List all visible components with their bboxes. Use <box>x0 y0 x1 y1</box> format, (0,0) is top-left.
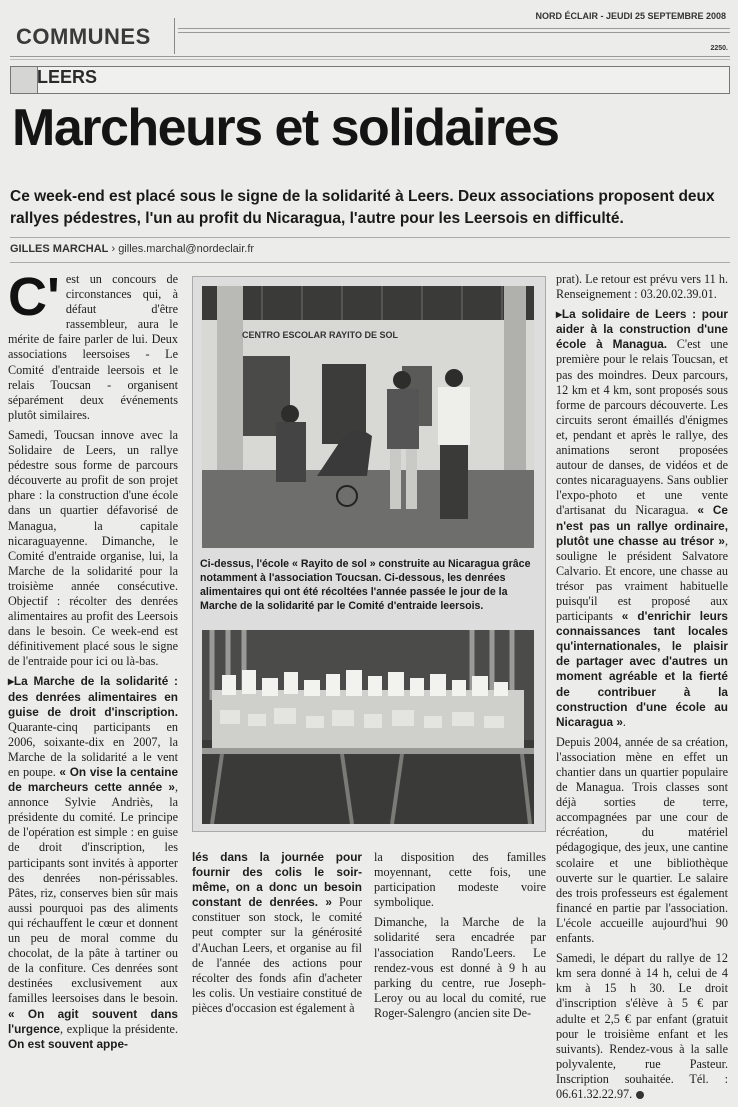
dateline: NORD ÉCLAIR - JEUDI 25 SEPTEMBRE 2008 <box>535 11 726 21</box>
subheading-marche <box>8 674 178 1051</box>
school-photo-image <box>202 286 534 548</box>
paragraph <box>192 850 362 1016</box>
paragraph: la disposition des familles moyennant, cette fois, une participation modeste voire symbolique. <box>374 850 546 910</box>
header-rule-bottom <box>10 56 730 60</box>
article-column-4 <box>556 272 728 1107</box>
end-of-article-icon <box>636 1091 644 1099</box>
quote: On est souvent appe- <box>8 1036 128 1051</box>
article-column-1 <box>8 267 178 1057</box>
paragraph-text: , explique la présidente. <box>59 1021 178 1036</box>
page-code: 2250. <box>710 45 728 52</box>
subheading-text: ▸ La Marche de la solidarité : des denrées alimentaires en guise de droit d'inscription. <box>8 674 178 718</box>
paragraph <box>556 951 728 1102</box>
section-title: COMMUNES <box>16 24 151 49</box>
tag-marker <box>11 67 38 93</box>
paragraph-text: Quarante-cinq participants en 2006, soixante-dix en 2007, la Marche de la solidarité a le vent en poupe. <box>8 719 178 779</box>
article-column-3 <box>374 850 546 1026</box>
quote: « On agit souvent dans l'urgence <box>8 1006 178 1036</box>
paragraph-text: . <box>622 714 626 729</box>
paragraph-text: , annonce Sylvie Andriès, la présidente du comité. Le principe de l'opération est simple : en guise de droit d'inscription, les participants sont invités à apporter des denrées non-périssables. Pâtes, riz, conserves bien sûr mais aussi pourquoi pas des aliments qui réchauffent le cœur et donnent un peu de moral comme du chocolat, de la pâte à tartiner ou de la confiture. Ces denrées sont destinées exclusivement aux familles leersoises dans le besoin. <box>8 780 178 1006</box>
quote: « On vise la centaine de marcheurs cette année » <box>8 765 178 795</box>
town-tag: LEERS <box>37 67 98 87</box>
standfirst: Ce week-end est placé sous le signe de la solidarité à Leers. Deux associations proposent deux rallyes pédestres, l'un au profit du Nicaragua, l'autre pour les Leersois en difficulté. <box>10 188 715 227</box>
subheading-solidaire <box>556 307 728 730</box>
paragraph: Samedi, Toucsan innove avec la Solidaire de Leers, un rallye pédestre sous forme de parcours découverte au profit de son projet phare : la construction d'une école dans un quartier défavorisé de Managua, la capitale nicaraguayenne. Dimanche, le Comité d'entraide organise, lui, la Marche de la solidarité pour la troisième année consécutive. Objectif : récolter des denrées alimentaires au profit des Leersois dans le besoin. Ce week-end est définitivement placé sous le signe de l'entraide pour ici ou là-bas. <box>8 427 178 669</box>
quote: lés dans la journée pour fournir des colis le soir-même, on a donc un besoin constant de denrées. » <box>192 850 362 910</box>
school-photo <box>202 286 534 548</box>
byline-email[interactable]: gilles.marchal@nordeclair.fr <box>118 243 255 255</box>
header-divider <box>174 18 175 54</box>
paragraph: prat). Le retour est prévu vers 11 h. Renseignement : 03.20.02.39.01. <box>556 272 728 302</box>
paragraph <box>8 267 178 423</box>
town-tag-bar <box>10 66 730 94</box>
headline: Marcheurs et solidaires <box>12 99 559 157</box>
paragraph-text: , souligne le président Salvatore Calvario. Et encore, une chasse au trésor pas vraiment habituelle puisqu'il est proposé aux participants <box>556 533 728 624</box>
quote: « Ce n'est pas un rallye ordinaire, plutôt une chasse au trésor » <box>556 503 728 548</box>
photo-caption: Ci-dessus, l'école « Rayito de sol » construite au Nicaragua grâce notamment à l'association Toucsan. Ci-dessous, les denrées alimentaires qui ont été récoltées l'année passée le jour de la Marche de la solidarité par le Comité d'entraide leersois. <box>200 558 531 612</box>
paragraph: Depuis 2004, année de sa création, l'association mène en effet un chantier dans un quartier populaire de Managua. Trois classes sont déjà sorties de terre, accompagnées par une cour de récréation, du matériel pédagogique, des jeux, une cantine scolaire et une bibliothèque ouverte sur le quartier. Le salaire des trois professeurs est également financé en partie par l'association. L'école accueille aujourd'hui 90 enfants. <box>556 734 728 946</box>
drop-cap: C' <box>8 267 60 327</box>
subheading-text: ▸ La solidaire de Leers : pour aider à la construction d'une école à Managua. <box>556 307 728 351</box>
paragraph-text: Pour constituer son stock, le comité peut compter sur la générosité d'Auchan Leers, et organise au fil de l'année des actions pour récolter des fonds afin d'acheter les colis. Un vestiaire constitué de pièces d'occasion est également à <box>192 895 363 1015</box>
byline-rule-bottom <box>10 262 730 263</box>
paragraph-text: Samedi, le départ du rallye de 12 km sera donné à 14 h, celui de 4 km à 15 h 30. Le droit d'inscription s'élève à 5 € par adulte et 2,5 € par enfant (gratuit pour le troisième enfant et les suivants). Rendez-vous à la salle polyvalente, rue Pasteur. Inscription souhaitée. Tél. : 06.61.32.22.97. <box>556 951 728 1101</box>
byline <box>10 243 254 255</box>
school-sign: CENTRO ESCOLAR RAYITO DE SOL <box>242 330 399 340</box>
quote: « d'enrichir leurs connaissances tant locales qu'internationales, le plaisir de partager avec d'autres un moment agréable et la fierté de contribuer à la construction d'une école au Nicaragua » <box>556 609 728 729</box>
food-donations-photo <box>202 630 534 824</box>
header-rule <box>178 28 730 33</box>
paragraph-text: C'est une première pour le relais Toucsan, et pas des moindres. Deux parcours, 12 km et 4 km, sont proposés sous forme de parcours découverte. Les circuits seront émaillés d'énigmes et, pendant et après le rallye, des animations seront proposées autour de danses, de vidéos et de contes nicaraguayens. Sans oublier l'expo-photo et une vente d'artisanat du Nicaragua. <box>556 337 728 518</box>
byline-author: GILLES MARCHAL <box>10 243 109 255</box>
byline-arrow: › <box>111 243 119 255</box>
byline-rule-top <box>10 237 730 238</box>
article-column-2 <box>192 850 362 1021</box>
paragraph: Dimanche, la Marche de la solidarité sera encadrée par l'association Rando'Leers. Le rendez-vous est donné à 9 h au parking du centre, rue Joseph-Leroy ou au local du comité, rue Roger-Salengro (ancien site De- <box>374 915 546 1020</box>
paragraph-text: est un concours de circonstances qui, à défaut d'être rassembleur, aura le mérite de faire parler de lui. Deux associations leersoises - Le Comité d'entraide leersois et le relais Toucsan - organisent séparément deux événements plutôt similaires. <box>8 272 178 422</box>
food-donations-image <box>202 630 534 824</box>
